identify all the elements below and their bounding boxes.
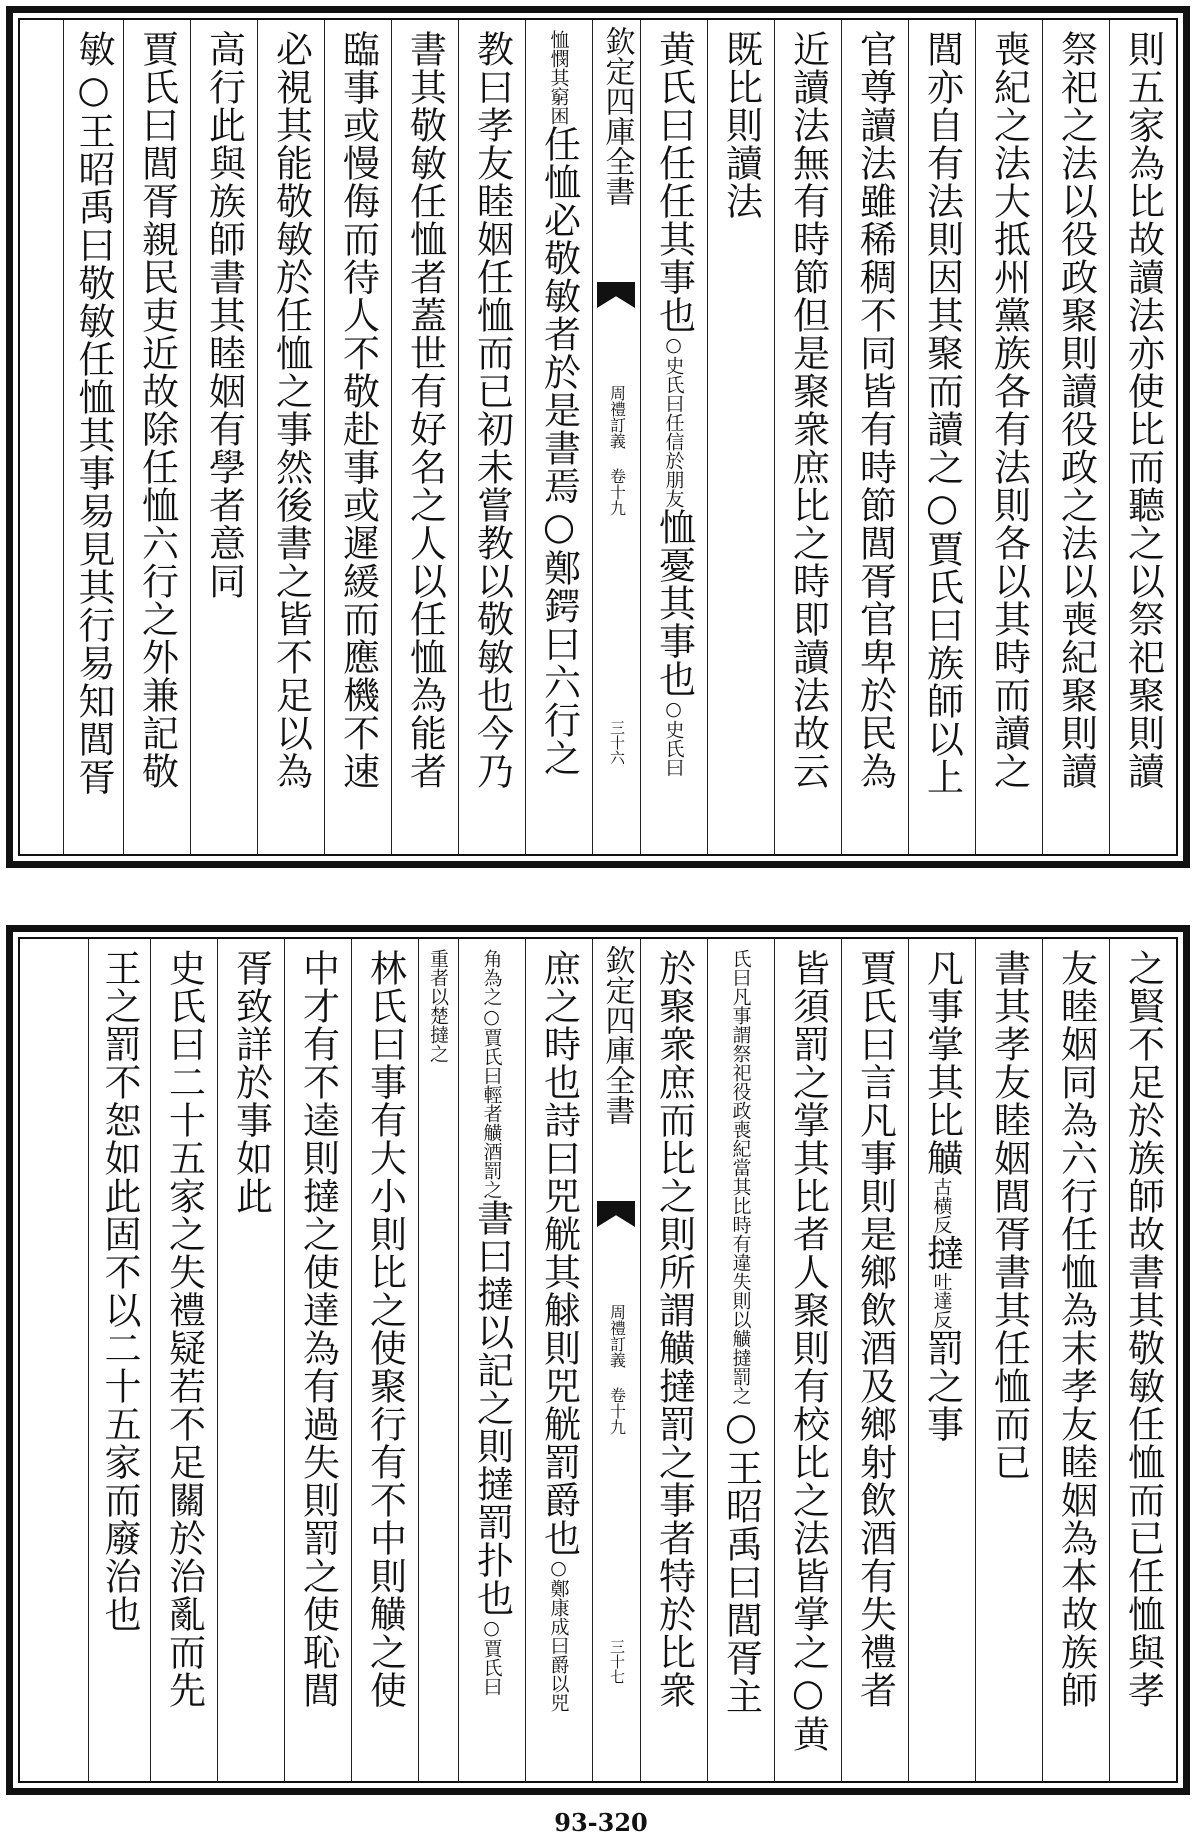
text-column: 教曰孝友睦姻任恤而已初未嘗教以敬敏也今乃 xyxy=(458,20,525,854)
text-column: 書其孝友睦姻閭胥書其任恤而已 xyxy=(975,939,1042,1781)
text-column-annotated xyxy=(458,939,525,1781)
text-column: 胥致詳於事如此 xyxy=(217,939,284,1781)
fold-title: 欽定四庫全書 xyxy=(599,945,635,1125)
main-text: 凡事掌其比觵 xyxy=(920,949,964,1177)
annotation-text: ○史氏曰任 xyxy=(662,334,685,432)
fold-title: 欽定四庫全書 xyxy=(599,26,635,206)
text-column: 祭祀之法以役政聚則讀役政之法以喪紀聚則讀 xyxy=(1042,20,1109,854)
text-column: 書其敬敏任恤者蓋世有好名之人以任恤為能者 xyxy=(391,20,458,854)
text-column: 王之罰不恕如此固不以二十五家而廢治也 xyxy=(88,939,150,1781)
top-page xyxy=(6,6,1190,868)
main-text: 黄氏曰任任其事也 xyxy=(652,30,696,334)
text-column-annotated xyxy=(640,20,707,854)
main-text: 撻 xyxy=(920,1234,964,1272)
text-column: 官尊讀法雖稀稠不同皆有時節閭胥官卑於民為 xyxy=(841,20,908,854)
text-column: 史氏曰二十五家之失禮疑若不足關於治亂而先 xyxy=(150,939,217,1781)
text-column: 敏○王昭禹曰敬敏任恤其事易見其行易知閭胥 xyxy=(63,20,123,854)
main-text: 恤憂其事也 xyxy=(652,508,696,698)
annotation-text: 信於朋友 xyxy=(662,432,685,508)
annotation-text: 角為之○賈氏曰輕者觵酒罰之 xyxy=(480,949,503,1199)
text-column: 則五家為比故讀法亦使比而聽之以祭祀聚則讀 xyxy=(1109,20,1176,854)
annotation-text: ○鄭康成曰爵以兕 xyxy=(547,1557,570,1712)
text-column-annotated xyxy=(525,20,592,854)
text-column-annotated xyxy=(418,939,458,1781)
text-column: 高行此與族師書其睦姻有學者意同 xyxy=(190,20,257,854)
text-column: 喪紀之法大抵州黨族各有法則各以其時而讀之 xyxy=(975,20,1042,854)
annotation-text: ○史氏曰 xyxy=(662,698,685,777)
fold-page-number: 三十六 xyxy=(608,720,626,765)
main-text: ○王昭禹曰閭胥主 xyxy=(719,1405,763,1715)
text-column: 賈氏曰言凡事則是鄉飲酒及鄉射飲酒有失禮者 xyxy=(841,939,908,1781)
annotation-text: 恤憫其窮困 xyxy=(547,30,570,125)
text-column-annotated xyxy=(908,939,975,1781)
main-text: 書曰撻以記之則撻罰扑也 xyxy=(470,1199,514,1617)
text-column: 必視其能敬敏於任恤之事然後書之皆不足以為 xyxy=(257,20,324,854)
text-column: 近讀法無有時節但是聚衆庶比之時即讀法故云 xyxy=(774,20,841,854)
page-number-footer: 93-320 xyxy=(554,1808,648,1837)
text-column: 友睦姻同為六行任恤為末孝友睦姻為本故族師 xyxy=(1042,939,1109,1781)
center-fold xyxy=(592,20,640,854)
bottom-columns xyxy=(20,939,1176,1781)
text-column-annotated xyxy=(707,939,774,1781)
fold-book-title: 周禮訂義 卷十九 xyxy=(607,1304,627,1435)
annotation-text: 古横反 xyxy=(930,1177,953,1234)
fold-book-title: 周禮訂義 卷十九 xyxy=(607,385,627,516)
annotation-text: 氏曰凡事謂祭祀役政喪紀當其比時有違失則以觵撻罰之 xyxy=(729,949,752,1405)
text-column: 中才有不逵則撻之使達為有過失則罰之使恥閭 xyxy=(284,939,351,1781)
annotation-text: ○賈氏曰 xyxy=(480,1617,503,1696)
text-column: 皆須罰之掌其比者人聚則有校比之法皆掌之○黄 xyxy=(774,939,841,1781)
bottom-page-inner-border xyxy=(18,937,1178,1783)
text-column: 閭亦自有法則因其聚而讀之○賈氏曰族師以上 xyxy=(908,20,975,854)
annotation-text: 吐達反 xyxy=(930,1272,953,1329)
fishtail-mark xyxy=(597,282,635,308)
text-column: 於聚衆庶而比之則所謂觵撻罰之事者特於比衆 xyxy=(640,939,707,1781)
text-column: 賈氏曰閭胥親民吏近故除任恤六行之外兼記敬 xyxy=(123,20,190,854)
text-column: 既比則讀法 xyxy=(707,20,774,854)
annotation-text: 重者以楚撻之 xyxy=(427,949,449,1063)
main-text: 罰之事 xyxy=(920,1329,964,1443)
center-fold xyxy=(592,939,640,1781)
text-column: 之賢不足於族師故書其敬敏任恤而已任恤與孝 xyxy=(1109,939,1176,1781)
text-column-annotated xyxy=(525,939,592,1781)
text-column: 林氏曰事有大小則比之使聚行有不中則觵之使 xyxy=(351,939,418,1781)
bottom-page xyxy=(6,925,1190,1795)
top-columns xyxy=(20,20,1176,854)
main-text: 庶之時也詩曰兕觥其觩則兕觥罰爵也 xyxy=(537,949,581,1557)
top-page-inner-border xyxy=(18,18,1178,856)
main-text: 任恤必敬敏者於是書焉○鄭鍔曰六行之 xyxy=(537,125,581,777)
fold-page-number: 三十七 xyxy=(608,1639,626,1684)
fishtail-mark xyxy=(597,1201,635,1227)
text-column: 臨事或慢侮而待人不敬赴事或遲緩而應機不速 xyxy=(324,20,391,854)
